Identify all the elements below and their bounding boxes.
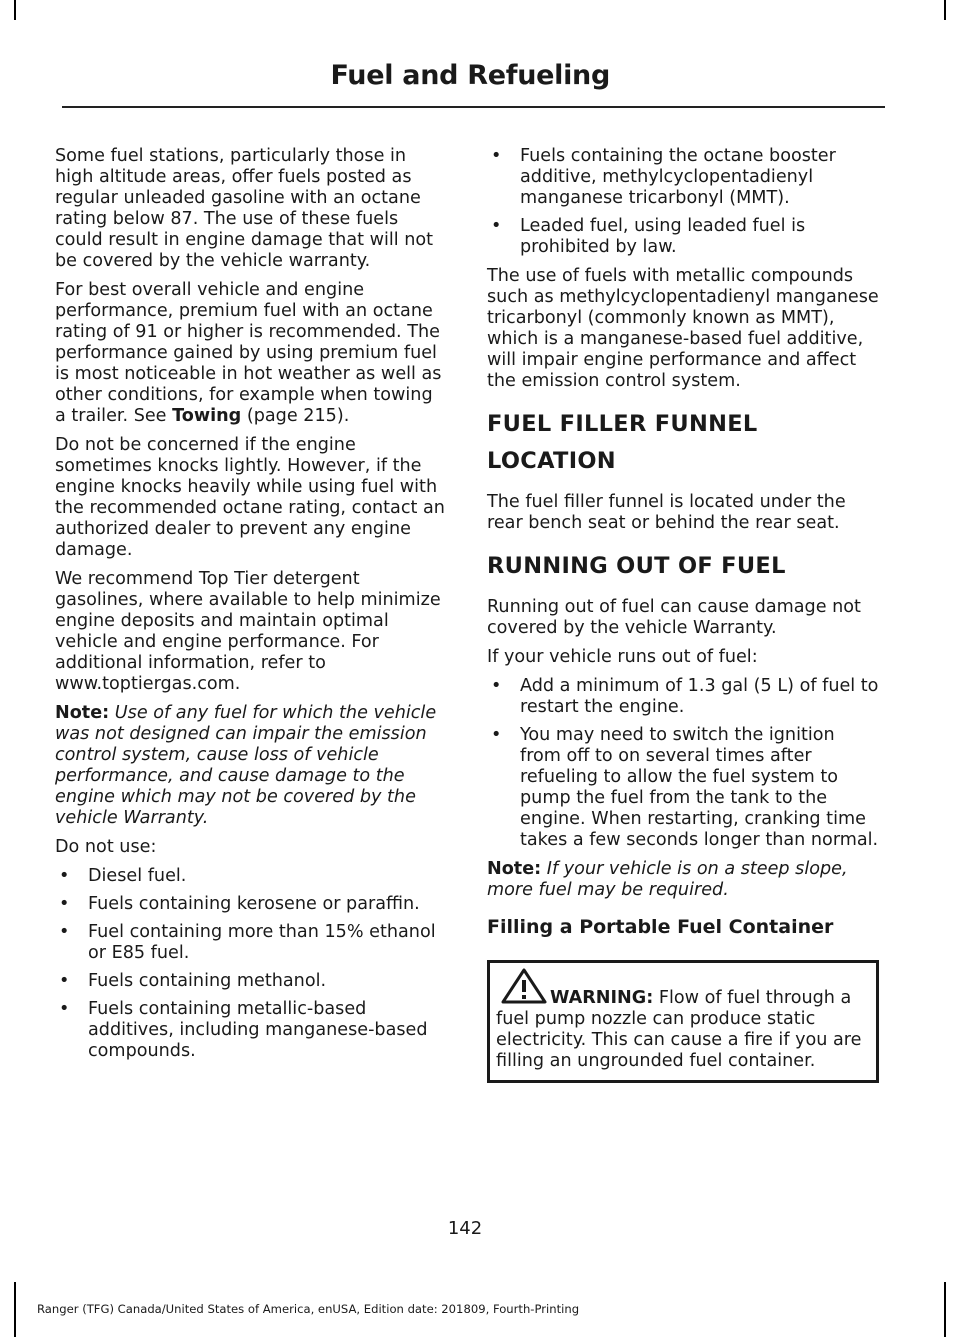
right-column [487, 146, 879, 1083]
paragraph: The fuel filler funnel is located under the rear bench seat or behind the rear seat. [487, 492, 846, 533]
note: Note: If your vehicle is on a steep slope, more fuel may be required. [487, 859, 848, 900]
header-divider [62, 106, 885, 108]
list-item: • Fuels containing methanol. [55, 971, 447, 992]
left-column [55, 146, 447, 1070]
paragraph: We recommend Top Tier detergent gasolines, where available to help minimize engine deposits and maintain optimal vehicle and engine performance. For additional information, refer to www.toptiergas.com. [55, 569, 441, 694]
bullet-list [487, 676, 879, 851]
list-item: • Fuel containing more than 15% ethanol or E85 fuel. [55, 922, 447, 964]
towing-link[interactable]: Towing [172, 406, 242, 426]
bullet-list [55, 866, 447, 1062]
crop-mark-bottom-left [14, 1282, 16, 1337]
paragraph: If your vehicle runs out of fuel: [487, 647, 758, 667]
paragraph: Do not use: [55, 837, 157, 857]
section-heading: FUEL FILLER FUNNEL LOCATION [487, 411, 758, 474]
list-item: • Leaded fuel, using leaded fuel is prohibited by law. [487, 216, 879, 258]
paragraph: The use of fuels with metallic compounds such as methylcyclopentadienyl manganese tricarbonyl (commonly known as MMT), which is a manganese-based fuel additive, will impair engine performance and affect the emission control system. [487, 266, 879, 391]
list-item: • Diesel fuel. [55, 866, 447, 887]
note: Note: Use of any fuel for which the vehicle was not designed can impair the emission control system, cause loss of vehicle performance, and cause damage to the engine which may not be covered by the vehicle Warranty. [55, 703, 437, 828]
footer-text: Ranger (TFG) Canada/United States of America, enUSA, Edition date: 201809, Fourth-Printing [37, 1302, 580, 1316]
page-title: Fuel and Refueling [330, 60, 610, 91]
paragraph: Running out of fuel can cause damage not covered by the vehicle Warranty. [487, 597, 861, 638]
list-item: • Fuels containing metallic-based additives, including manganese-based compounds. [55, 999, 447, 1062]
section-heading: RUNNING OUT OF FUEL [487, 553, 786, 579]
warning-box [487, 960, 879, 1083]
list-item: • Add a minimum of 1.3 gal (5 L) of fuel to restart the engine. [487, 676, 879, 718]
crop-mark-bottom-right [944, 1282, 946, 1337]
paragraph: Some fuel stations, particularly those in high altitude areas, offer fuels posted as regular unleaded gasoline with an octane rating below 87. The use of these fuels could result in engine damage that will not be covered by the vehicle warranty. [55, 146, 434, 271]
paragraph: For best overall vehicle and engine performance, premium fuel with an octane rating of 91 or higher is recommended. The performance gained by using premium fuel is most noticeable in hot weather as well as other conditions, for example when towing a trailer. See Towing (page 215). [55, 280, 442, 426]
paragraph: Do not be concerned if the engine sometimes knocks lightly. However, if the engine knocks heavily while using fuel with the recommended octane rating, contact an authorized dealer to prevent any engine damage. [55, 435, 445, 560]
warning-text: WARNING: Flow of fuel through a fuel pump nozzle can produce static electricity. This can cause a fire if you are filling an ungrounded fuel container. [496, 988, 862, 1071]
warning-triangle-icon [500, 967, 548, 1005]
list-item: • Fuels containing the octane booster additive, methylcyclopentadienyl manganese tricarbonyl (MMT). [487, 146, 879, 209]
crop-mark-top-right [944, 0, 946, 20]
sub-heading: Filling a Portable Fuel Container [487, 916, 834, 938]
page-number: 142 [447, 1218, 483, 1239]
list-item: • You may need to switch the ignition from off to on several times after refueling to allow the fuel system to pump the fuel from the tank to the engine. When restarting, cranking time takes a few seconds longer than normal. [487, 725, 879, 851]
list-item: • Fuels containing kerosene or paraffin. [55, 894, 447, 915]
bullet-list [487, 146, 879, 258]
crop-mark-top-left [14, 0, 16, 20]
